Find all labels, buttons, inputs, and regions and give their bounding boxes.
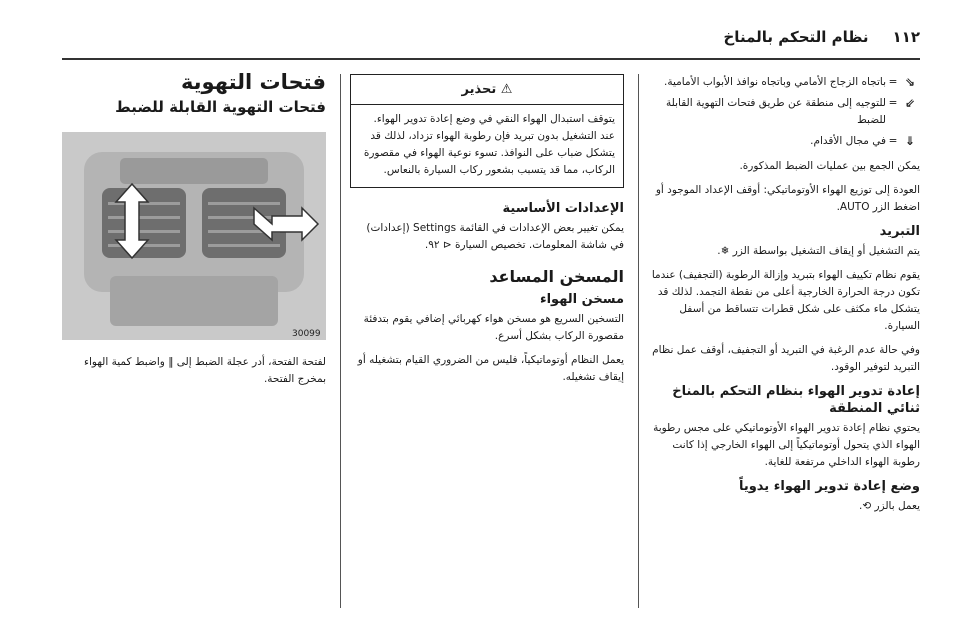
section-heading: الإعدادات الأساسية (502, 201, 624, 216)
paragraph: يمكن الجمع بين عمليات الضبط المذكورة. (739, 160, 920, 172)
paragraph: يعمل بالزر ⟲. (858, 500, 920, 512)
paragraph: يقوم نظام تكييف الهواء بتبريد وإزالة الرطوبة (التجفيف) عندما تكون درجة الحرارة الخارجية أعلى من نقطة التجمد. لذلك قد يتشكل ماء مكثف على شكل قطرات تتساقط من أسفل السيارة. (651, 269, 920, 332)
warning-box (350, 74, 624, 188)
chapter-subtitle: فتحات التهوية القابلة للضبط (115, 98, 326, 116)
warning-title: تحذير (461, 82, 497, 97)
air-to-feet-icon: ⇓ (904, 134, 916, 148)
section-heading: المسخن المساعد (489, 267, 624, 286)
column-divider-right (638, 74, 639, 608)
list-item: ⇙ = للتوجيه إلى منطقة عن طريق فتحات التهوية القابلة للضبط (650, 95, 920, 129)
figure-number: 30099 (292, 329, 321, 339)
air-to-head-and-feet-icon: ⇙ (904, 96, 916, 110)
page-title: نظام التحكم بالمناخ (723, 28, 869, 46)
paragraph: التسخين السريع هو مسخن هواء كهربائي إضافي يقوم بتدفئة مقصورة الركاب بشكل أسرع. (363, 313, 624, 342)
section-heading: التبريد (879, 224, 920, 239)
paragraph: وفي حالة عدم الرغبة في التبريد أو التجفيف، أوقف عمل نظام التبريد لتوفير الوقود. (652, 344, 920, 373)
page-header (62, 12, 920, 46)
right-column (650, 74, 920, 522)
figure-caption: لفتحة الفتحة، أدر عجلة الضبط إلى ‖ واضبط كمية الهواء بمخرج الفتحة. (84, 356, 326, 385)
left-column (62, 70, 326, 395)
air-vents-figure (62, 132, 326, 340)
paragraph: يعمل النظام أوتوماتيكياً، فليس من الضروري القيام بتشغيله أو إيقاف تشغيله. (357, 354, 624, 383)
warning-header (351, 75, 623, 105)
section-heading: إعادة تدوير الهواء بنظام التحكم بالمناخ ثنائي المنطقة (672, 384, 920, 416)
middle-column (350, 74, 624, 393)
paragraph: يحتوي نظام إعادة تدوير الهواء الأوتوماتيكي على مجس رطوبة الهواء الذي يتحول أوتوماتيكياً إلى الهواء الخارجي إذا كانت رطوبة الهواء الداخلي مرتفعة للغاية. (653, 422, 920, 468)
paragraph: يتم التشغيل أو إيقاف التشغيل بواسطة الزر ❄. (717, 245, 920, 257)
warning-text: يتوقف استبدال الهواء النقي في وضع إعادة تدوير الهواء. عند التشغيل بدون تبريد فإن رطوبة الهواء تزداد، لذلك قد يتشكل ضباب على النوافذ. تسوء نوعية الهواء في مقصورة الركاب، مما قد يتسبب بشعور ركاب السيارة بالنعاس. (363, 113, 615, 176)
adjust-arrows-icon (62, 132, 326, 340)
list-item: ⇘ = باتجاه الزجاج الأمامي وباتجاه نوافذ الأبواب الأمامية. (650, 74, 920, 91)
warning-icon: ⚠ (500, 82, 513, 97)
column-divider-left (340, 74, 341, 608)
paragraph: يمكن تغيير بعض الإعدادات في القائمة Settings (إعدادات) في شاشة المعلومات. تخصيص السيارة ⊲ ٩٢. (366, 222, 624, 251)
subsection-heading: مسخن الهواء (539, 292, 624, 307)
header-rule (62, 58, 920, 60)
list-item: ⇓ = في مجال الأقدام. (650, 133, 920, 150)
section-heading: وضع إعادة تدوير الهواء يدوياً (738, 479, 920, 494)
paragraph: العودة إلى توزيع الهواء الأوتوماتيكي: أوقف الإعداد الموجود أو اضغط الزر AUTO. (655, 184, 920, 213)
chapter-title: فتحات التهوية (180, 70, 326, 94)
page-number: ١١٢ (892, 28, 920, 46)
air-to-windshield-and-feet-icon: ⇘ (904, 75, 916, 89)
